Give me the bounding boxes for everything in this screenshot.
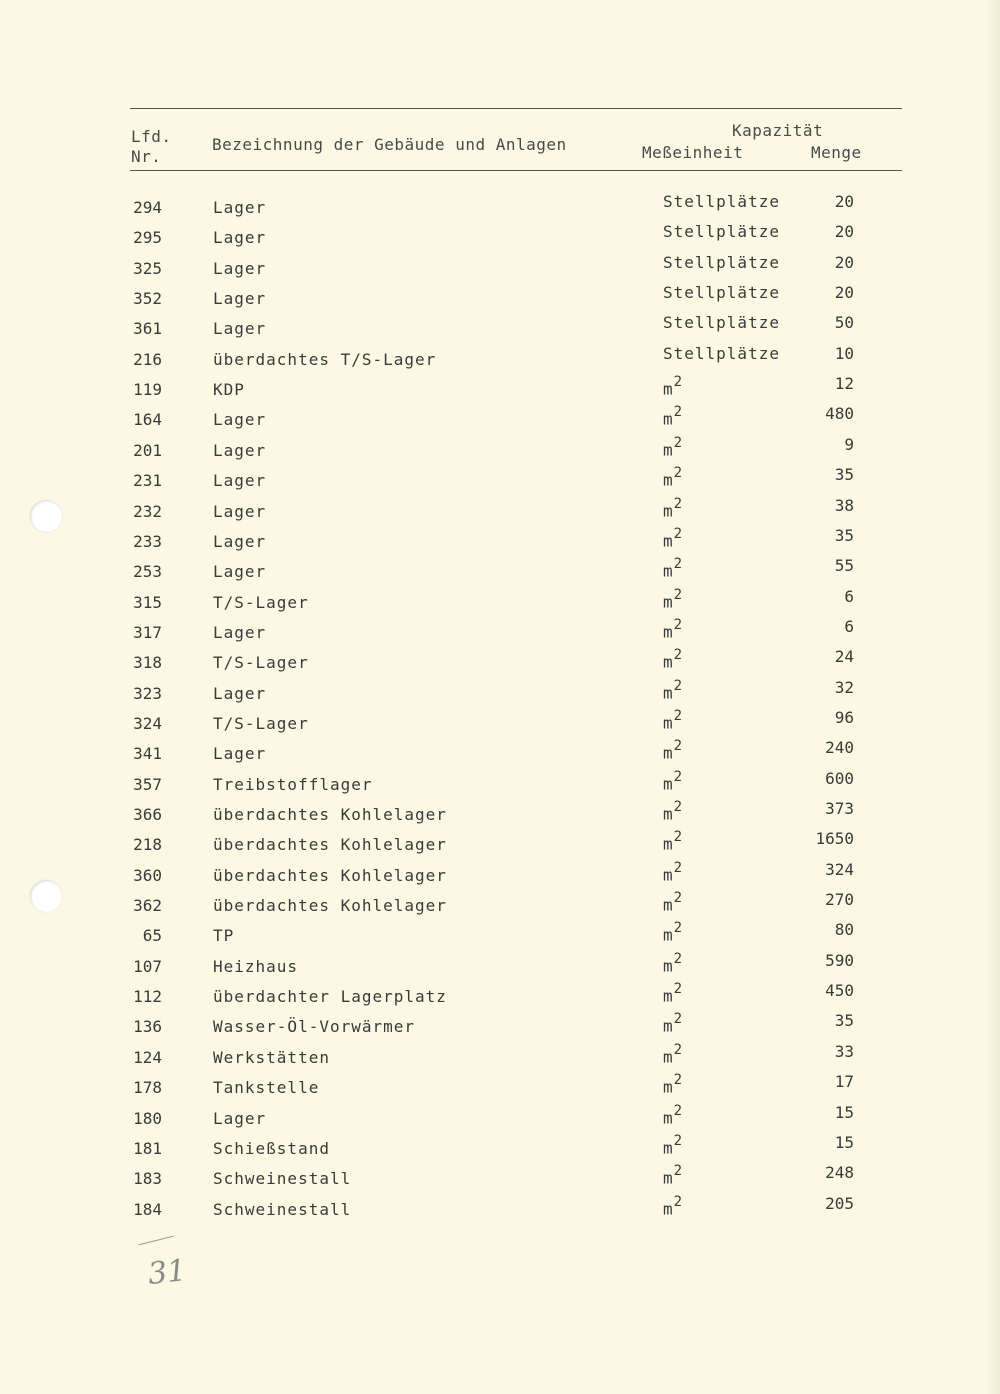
row-messeinheit-text: m xyxy=(663,865,674,885)
unit-exponent: 2 xyxy=(673,556,684,573)
row-messeinheit-text: Stellplätze xyxy=(663,313,780,333)
row-messeinheit xyxy=(663,376,683,398)
row-messeinheit-text: m xyxy=(663,1047,674,1067)
row-menge: 35 xyxy=(834,525,854,545)
row-messeinheit xyxy=(663,253,780,272)
row-number: 295 xyxy=(133,228,162,248)
row-menge: 32 xyxy=(834,677,854,697)
row-menge: 15 xyxy=(834,1132,854,1152)
row-menge: 17 xyxy=(834,1072,854,1092)
unit-exponent: 2 xyxy=(673,1041,684,1058)
row-menge: 600 xyxy=(825,768,854,788)
header-lfd: Lfd. xyxy=(131,127,172,146)
row-menge: 20 xyxy=(834,222,854,242)
row-messeinheit xyxy=(663,768,684,793)
row-bezeichnung: Tankstelle xyxy=(213,1078,320,1098)
row-bezeichnung: Lager xyxy=(213,440,267,460)
row-messeinheit-text: m xyxy=(663,440,674,460)
row-messeinheit xyxy=(663,649,683,671)
row-number: 183 xyxy=(133,1169,162,1189)
row-menge: 38 xyxy=(834,495,854,515)
row-number: 253 xyxy=(133,562,162,582)
unit-exponent: 2 xyxy=(673,707,684,724)
unit-exponent: 2 xyxy=(673,647,684,664)
row-number: 218 xyxy=(133,835,162,855)
unit-exponent: 2 xyxy=(673,950,684,967)
row-messeinheit-text: m xyxy=(663,743,674,763)
row-messeinheit xyxy=(663,831,683,853)
row-messeinheit-text: m xyxy=(663,1107,674,1127)
row-number: 357 xyxy=(133,774,162,794)
row-messeinheit-text: m xyxy=(663,804,674,824)
row-menge: 50 xyxy=(834,313,854,333)
row-number: 323 xyxy=(133,683,162,703)
row-messeinheit xyxy=(663,1132,684,1158)
row-menge: 24 xyxy=(834,647,854,667)
row-number: 201 xyxy=(133,440,162,460)
row-bezeichnung: Wasser-Öl-Vorwärmer xyxy=(213,1017,416,1037)
row-menge: 96 xyxy=(834,707,854,727)
row-messeinheit xyxy=(663,283,780,302)
row-bezeichnung: T/S-Lager xyxy=(213,653,309,673)
row-messeinheit xyxy=(663,495,684,520)
row-messeinheit-text: m xyxy=(663,500,674,520)
row-messeinheit xyxy=(663,922,683,944)
row-bezeichnung: Werkstätten xyxy=(213,1047,330,1067)
unit-exponent: 2 xyxy=(673,495,684,512)
row-messeinheit-text: Stellplätze xyxy=(663,192,780,211)
unit-exponent: 2 xyxy=(673,616,684,633)
row-bezeichnung: KDP xyxy=(213,380,245,400)
header-bezeichnung: Bezeichnung der Gebäude und Anlagen xyxy=(212,135,567,154)
pencil-mark xyxy=(138,1236,173,1246)
unit-exponent: 2 xyxy=(673,859,684,876)
row-menge: 20 xyxy=(834,192,854,211)
row-messeinheit-text: m xyxy=(663,773,674,793)
header-menge: Menge xyxy=(811,143,862,162)
row-bezeichnung: Schweinestall xyxy=(213,1199,352,1219)
unit-exponent: 2 xyxy=(673,799,684,815)
unit-exponent: 2 xyxy=(673,768,684,785)
row-menge: 6 xyxy=(844,586,854,606)
row-menge: 20 xyxy=(834,283,854,303)
row-menge: 55 xyxy=(834,556,854,576)
row-messeinheit-text: Stellplätze xyxy=(663,222,780,242)
row-messeinheit xyxy=(663,1013,683,1035)
page-number: 31 xyxy=(146,1253,188,1292)
header-messeinheit: Meßeinheit xyxy=(642,143,744,162)
row-messeinheit xyxy=(663,1074,683,1096)
row-number: 361 xyxy=(133,319,162,339)
unit-exponent: 2 xyxy=(673,1193,684,1210)
row-bezeichnung: T/S-Lager xyxy=(213,713,309,733)
row-menge: 1650 xyxy=(815,829,854,849)
row-bezeichnung: Lager xyxy=(213,683,267,703)
unit-exponent: 2 xyxy=(673,525,684,542)
row-number: 315 xyxy=(133,592,162,612)
row-messeinheit-text: m xyxy=(663,379,674,399)
row-messeinheit xyxy=(663,313,780,332)
row-bezeichnung: überdachtes Kohlelager xyxy=(213,865,447,885)
unit-exponent: 2 xyxy=(673,586,684,603)
row-number: 65 xyxy=(142,926,162,946)
row-messeinheit xyxy=(663,586,684,611)
row-menge: 450 xyxy=(825,981,854,1001)
unit-exponent: 2 xyxy=(673,434,684,451)
row-bezeichnung: überdachter Lagerplatz xyxy=(213,987,447,1007)
row-number: 341 xyxy=(133,744,162,764)
row-number: 232 xyxy=(133,501,162,521)
row-number: 352 xyxy=(133,289,162,309)
row-menge: 240 xyxy=(825,738,854,758)
row-messeinheit-text: m xyxy=(663,1198,674,1218)
row-menge: 9 xyxy=(844,434,854,454)
row-number: 366 xyxy=(133,805,162,824)
row-menge: 324 xyxy=(825,859,854,879)
row-messeinheit xyxy=(663,707,684,733)
row-bezeichnung: TP xyxy=(213,926,235,946)
row-number: 360 xyxy=(133,865,162,885)
unit-exponent: 2 xyxy=(673,374,684,391)
row-bezeichnung: Lager xyxy=(213,198,267,217)
row-menge: 80 xyxy=(834,920,854,940)
row-messeinheit-text: Stellplätze xyxy=(663,252,780,272)
row-bezeichnung: Schießstand xyxy=(213,1138,330,1158)
row-messeinheit-text: m xyxy=(663,895,674,915)
unit-exponent: 2 xyxy=(673,677,684,694)
row-number: 178 xyxy=(133,1078,162,1098)
row-bezeichnung: überdachtes Kohlelager xyxy=(213,805,447,824)
row-messeinheit xyxy=(663,558,683,580)
row-menge: 590 xyxy=(825,950,854,970)
header-top-rule xyxy=(130,108,902,109)
row-bezeichnung: Lager xyxy=(213,289,267,309)
row-number: 107 xyxy=(133,956,162,976)
row-messeinheit-text: m xyxy=(663,986,674,1006)
row-bezeichnung: Lager xyxy=(213,471,267,491)
row-number: 231 xyxy=(133,471,162,491)
row-number: 184 xyxy=(133,1199,162,1219)
row-messeinheit-text: m xyxy=(663,1168,674,1188)
row-menge: 20 xyxy=(834,252,854,272)
row-messeinheit xyxy=(663,1165,683,1187)
row-messeinheit-text: m xyxy=(663,652,674,672)
row-messeinheit-text: m xyxy=(663,531,674,551)
row-messeinheit xyxy=(663,406,683,428)
row-messeinheit-text: Stellplätze xyxy=(663,343,780,363)
row-menge: 12 xyxy=(834,374,854,394)
unit-exponent: 2 xyxy=(673,465,684,482)
row-messeinheit xyxy=(663,983,683,1005)
row-messeinheit-text: m xyxy=(663,470,674,490)
header-bottom-rule xyxy=(130,170,902,171)
row-messeinheit-text: m xyxy=(663,591,674,611)
row-menge: 35 xyxy=(834,1011,854,1031)
unit-exponent: 2 xyxy=(673,920,684,937)
row-number: 216 xyxy=(133,349,162,369)
unit-exponent: 2 xyxy=(673,981,684,998)
row-number: 294 xyxy=(133,198,162,217)
row-messeinheit xyxy=(663,740,683,762)
row-number: 233 xyxy=(133,531,162,551)
row-messeinheit-text: m xyxy=(663,1016,674,1036)
table-row xyxy=(0,1193,1000,1228)
row-messeinheit-text: m xyxy=(663,561,674,581)
row-number: 181 xyxy=(133,1138,162,1158)
unit-exponent: 2 xyxy=(673,1163,684,1180)
row-messeinheit-text: m xyxy=(663,682,674,702)
row-bezeichnung: Lager xyxy=(213,228,267,248)
header-nr: Nr. xyxy=(131,147,162,166)
row-menge: 10 xyxy=(834,343,854,363)
row-messeinheit-text: m xyxy=(663,713,674,733)
row-bezeichnung: Lager xyxy=(213,622,267,642)
row-number: 164 xyxy=(133,410,162,430)
row-messeinheit-text: m xyxy=(663,925,674,945)
row-menge: 373 xyxy=(825,799,854,818)
row-number: 136 xyxy=(133,1017,162,1037)
row-bezeichnung: Lager xyxy=(213,531,267,551)
unit-exponent: 2 xyxy=(673,890,684,907)
unit-exponent: 2 xyxy=(673,738,684,755)
row-number: 180 xyxy=(133,1108,162,1128)
row-number: 119 xyxy=(133,380,162,400)
row-number: 325 xyxy=(133,258,162,278)
row-bezeichnung: T/S-Lager xyxy=(213,592,309,612)
row-bezeichnung: überdachtes Kohlelager xyxy=(213,835,447,855)
row-bezeichnung: Lager xyxy=(213,319,267,339)
row-number: 112 xyxy=(133,987,162,1007)
row-messeinheit-text: m xyxy=(663,1077,674,1097)
unit-exponent: 2 xyxy=(673,1132,684,1149)
row-menge: 205 xyxy=(825,1193,854,1213)
row-messeinheit xyxy=(663,222,780,241)
row-bezeichnung: Treibstofflager xyxy=(213,774,373,794)
row-messeinheit xyxy=(663,192,780,211)
row-menge: 6 xyxy=(844,616,854,636)
unit-exponent: 2 xyxy=(673,1072,684,1089)
row-messeinheit xyxy=(663,950,684,976)
row-bezeichnung: Lager xyxy=(213,501,267,521)
row-menge: 270 xyxy=(825,890,854,910)
row-messeinheit xyxy=(663,892,683,914)
row-menge: 35 xyxy=(834,465,854,485)
row-number: 318 xyxy=(133,653,162,673)
row-messeinheit xyxy=(663,1193,684,1218)
row-messeinheit-text: m xyxy=(663,1138,674,1158)
unit-exponent: 2 xyxy=(673,829,684,846)
row-bezeichnung: Lager xyxy=(213,744,267,764)
row-number: 317 xyxy=(133,622,162,642)
row-menge: 33 xyxy=(834,1041,854,1061)
row-bezeichnung: Schweinestall xyxy=(213,1169,352,1189)
unit-exponent: 2 xyxy=(673,1011,684,1028)
row-bezeichnung: überdachtes T/S-Lager xyxy=(213,349,437,369)
row-menge: 15 xyxy=(834,1102,854,1122)
row-messeinheit-text: m xyxy=(663,834,674,854)
row-messeinheit-text: m xyxy=(663,622,674,642)
row-menge: 480 xyxy=(825,404,854,424)
row-bezeichnung: Lager xyxy=(213,562,267,582)
row-messeinheit xyxy=(663,1102,684,1127)
row-messeinheit xyxy=(663,801,683,823)
row-messeinheit xyxy=(663,616,684,642)
row-messeinheit xyxy=(663,525,684,551)
row-messeinheit xyxy=(663,859,684,885)
unit-exponent: 2 xyxy=(673,404,684,421)
row-bezeichnung: Heizhaus xyxy=(213,956,299,976)
row-bezeichnung: Lager xyxy=(213,410,267,430)
header-kapazitaet: Kapazität xyxy=(732,121,824,140)
row-number: 362 xyxy=(133,896,162,916)
unit-exponent: 2 xyxy=(673,1102,684,1119)
row-bezeichnung: Lager xyxy=(213,258,267,278)
row-messeinheit-text: m xyxy=(663,409,674,429)
row-number: 324 xyxy=(133,713,162,733)
row-messeinheit-text: m xyxy=(663,956,674,976)
row-messeinheit xyxy=(663,344,780,363)
row-messeinheit xyxy=(663,434,684,460)
row-messeinheit xyxy=(663,467,683,489)
row-menge: 248 xyxy=(825,1163,854,1183)
row-number: 124 xyxy=(133,1047,162,1067)
row-messeinheit xyxy=(663,677,684,702)
row-bezeichnung: überdachtes Kohlelager xyxy=(213,896,447,916)
row-bezeichnung: Lager xyxy=(213,1108,267,1128)
row-messeinheit-text: Stellplätze xyxy=(663,283,780,303)
row-messeinheit xyxy=(663,1041,684,1067)
